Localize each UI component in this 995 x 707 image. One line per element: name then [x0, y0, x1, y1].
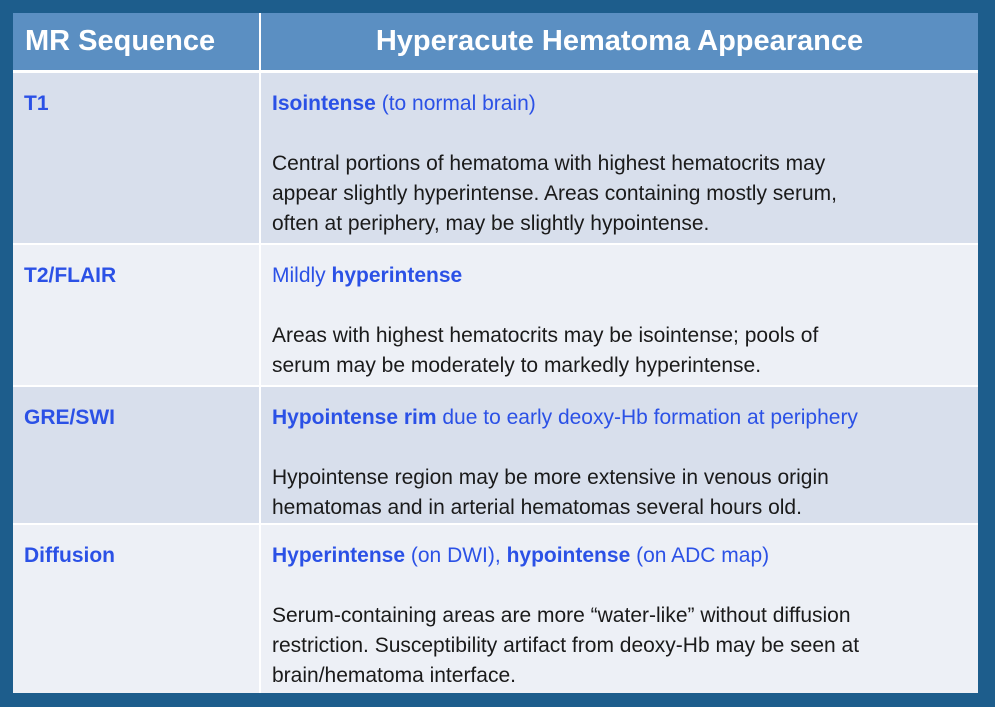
appearance-detail — [272, 463, 968, 523]
sequence-cell — [13, 524, 260, 693]
sequence-label: GRE/SWI — [24, 405, 116, 429]
detail-line: often at periphery, may be slightly hypointense. — [272, 212, 710, 235]
appearance-summary — [272, 89, 968, 119]
header-mr-sequence: MR Sequence — [13, 13, 260, 72]
table-row-gre-swi — [13, 386, 978, 524]
sequence-cell — [13, 386, 260, 524]
appearance-detail — [272, 149, 968, 239]
appearance-detail — [272, 601, 968, 691]
sequence-label: Diffusion — [24, 543, 115, 567]
summary-text: (to normal brain) — [375, 92, 536, 115]
detail-line: Areas with highest hematocrits may be isointense; pools of — [272, 323, 819, 347]
summary-text: Mildly — [272, 263, 332, 287]
detail-line: restriction. Susceptibility artifact from deoxy-Hb may be seen at — [272, 633, 860, 657]
appearance-summary — [272, 541, 968, 571]
appearance-cell — [260, 524, 978, 693]
header-row — [13, 13, 978, 72]
summary-bold: hypointense — [506, 543, 631, 567]
summary-text: due to early deoxy-Hb formation at periphery — [436, 405, 858, 429]
header-hyperacute-appearance: Hyperacute Hematoma Appearance — [260, 13, 978, 72]
sequence-cell — [13, 72, 260, 244]
table-row-t1 — [13, 72, 978, 244]
appearance-cell — [260, 72, 978, 244]
summary-bold: Hypointense rim — [272, 405, 437, 429]
summary-bold: Hyperintense — [272, 543, 406, 567]
sequence-cell — [13, 244, 260, 386]
appearance-cell — [260, 244, 978, 386]
table-row-t2-flair — [13, 244, 978, 386]
detail-line: appear slightly hyperintense. Areas containing mostly serum, — [272, 182, 837, 205]
appearance-summary — [272, 261, 968, 291]
detail-line: brain/hematoma interface. — [272, 663, 516, 687]
appearance-summary — [272, 403, 968, 433]
table-row-diffusion — [13, 524, 978, 693]
detail-line: serum may be moderately to markedly hyperintense. — [272, 353, 762, 377]
mr-sequence-table — [13, 13, 978, 693]
detail-line: Hypointense region may be more extensive in venous origin — [272, 465, 829, 489]
sequence-label: T1 — [24, 92, 49, 115]
slide-frame — [13, 13, 978, 691]
detail-line: Serum-containing areas are more “water-like” without diffusion — [272, 603, 851, 627]
summary-text: (on DWI), — [405, 543, 507, 567]
summary-text: (on ADC map) — [630, 543, 770, 567]
summary-bold: hyperintense — [331, 263, 463, 287]
detail-line: hematomas and in arterial hematomas several hours old. — [272, 495, 802, 519]
summary-bold: Isointense — [272, 92, 376, 115]
appearance-cell — [260, 386, 978, 524]
appearance-detail — [272, 321, 968, 381]
detail-line: Central portions of hematoma with highest hematocrits may — [272, 152, 826, 175]
sequence-label: T2/FLAIR — [24, 263, 117, 287]
